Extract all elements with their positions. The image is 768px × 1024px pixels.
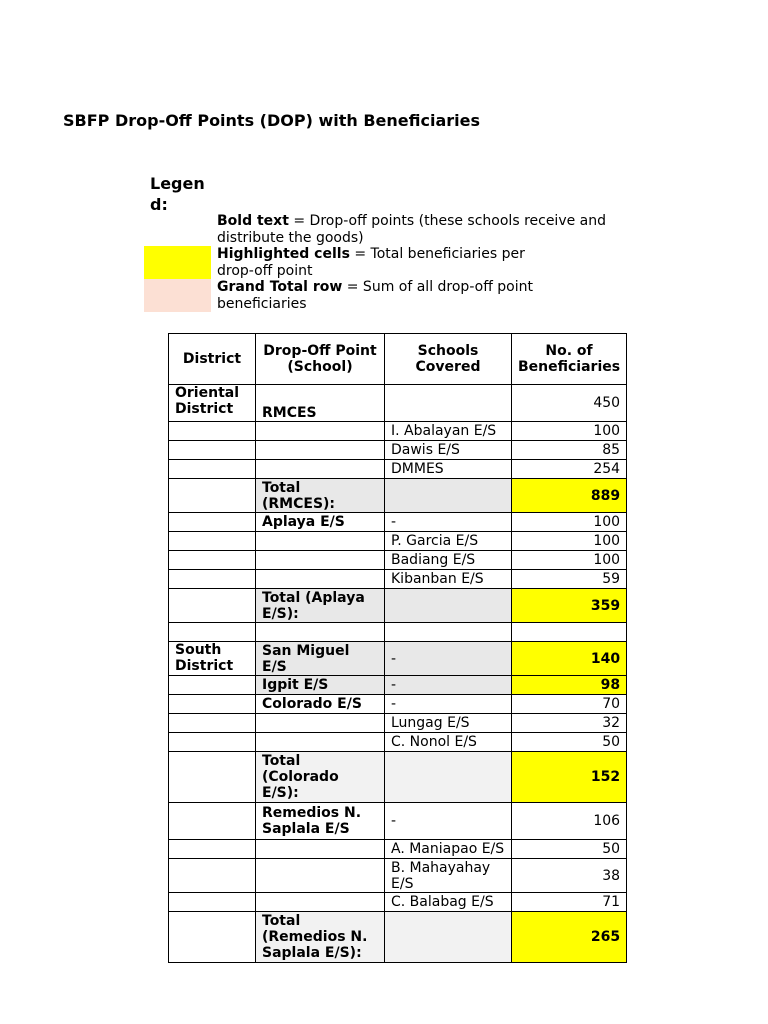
school-covered-cell: - bbox=[385, 803, 512, 840]
table-row bbox=[169, 695, 627, 714]
beneficiaries-cell: 359 bbox=[512, 589, 627, 623]
school-covered-cell: - bbox=[385, 676, 512, 695]
drop-off-point-cell: Remedios N. Saplala E/S bbox=[256, 803, 385, 840]
drop-off-point-cell bbox=[256, 441, 385, 460]
drop-off-point-cell: Total (Colorado E/S): bbox=[256, 752, 385, 803]
drop-off-point-cell bbox=[256, 714, 385, 733]
drop-off-point-cell bbox=[256, 893, 385, 912]
table-row bbox=[169, 733, 627, 752]
school-covered-cell: C. Balabag E/S bbox=[385, 893, 512, 912]
district-cell bbox=[169, 513, 256, 532]
legend-label: Grand Total row bbox=[217, 279, 343, 295]
district-cell bbox=[169, 479, 256, 513]
legend-desc: = Total beneficiaries per drop-off point bbox=[217, 246, 525, 279]
drop-off-point-cell: Total (Aplaya E/S): bbox=[256, 589, 385, 623]
drop-off-point-cell: Aplaya E/S bbox=[256, 513, 385, 532]
school-covered-cell: A. Maniapao E/S bbox=[385, 840, 512, 859]
school-covered-cell bbox=[385, 589, 512, 623]
district-cell bbox=[169, 676, 256, 695]
drop-off-point-cell bbox=[256, 840, 385, 859]
legend-item-bold bbox=[217, 213, 617, 247]
drop-off-point-cell bbox=[256, 859, 385, 893]
school-covered-cell bbox=[385, 752, 512, 803]
legend-heading: Legend: bbox=[150, 174, 205, 214]
beneficiaries-cell: 100 bbox=[512, 532, 627, 551]
school-covered-cell: Badiang E/S bbox=[385, 551, 512, 570]
beneficiaries-cell: 100 bbox=[512, 422, 627, 441]
district-cell bbox=[169, 695, 256, 714]
beneficiaries-cell: 889 bbox=[512, 479, 627, 513]
table-row bbox=[169, 422, 627, 441]
beneficiaries-cell: 254 bbox=[512, 460, 627, 479]
drop-off-point-cell bbox=[256, 570, 385, 589]
table-row bbox=[169, 532, 627, 551]
legend-desc: = Sum of all drop-off point beneficiaries bbox=[217, 279, 533, 312]
school-covered-cell: B. Mahayahay E/S bbox=[385, 859, 512, 893]
district-cell bbox=[169, 840, 256, 859]
beneficiaries-cell: 70 bbox=[512, 695, 627, 714]
beneficiaries-cell: 98 bbox=[512, 676, 627, 695]
beneficiaries-cell: 265 bbox=[512, 912, 627, 963]
district-cell bbox=[169, 551, 256, 570]
district-cell bbox=[169, 714, 256, 733]
school-covered-cell bbox=[385, 479, 512, 513]
drop-off-point-cell bbox=[256, 733, 385, 752]
beneficiaries-cell: 100 bbox=[512, 513, 627, 532]
school-covered-cell bbox=[385, 385, 512, 422]
table-row bbox=[169, 513, 627, 532]
school-covered-cell: P. Garcia E/S bbox=[385, 532, 512, 551]
beneficiaries-cell: 100 bbox=[512, 551, 627, 570]
drop-off-point-cell: RMCES bbox=[256, 385, 385, 422]
beneficiaries-cell: 106 bbox=[512, 803, 627, 840]
table-row bbox=[169, 642, 627, 676]
district-cell bbox=[169, 589, 256, 623]
school-covered-cell: C. Nonol E/S bbox=[385, 733, 512, 752]
district-cell bbox=[169, 441, 256, 460]
beneficiaries-cell: 50 bbox=[512, 733, 627, 752]
legend-label: Highlighted cells bbox=[217, 246, 350, 262]
district-cell bbox=[169, 859, 256, 893]
header-district: District bbox=[169, 334, 256, 385]
beneficiaries-cell: 152 bbox=[512, 752, 627, 803]
page-title: SBFP Drop-Off Points (DOP) with Beneficiaries bbox=[63, 111, 481, 130]
table-row bbox=[169, 623, 627, 642]
table-row bbox=[169, 803, 627, 840]
beneficiaries-cell: 38 bbox=[512, 859, 627, 893]
drop-off-point-cell: Igpit E/S bbox=[256, 676, 385, 695]
legend-item-highlight bbox=[217, 246, 537, 280]
district-cell bbox=[169, 752, 256, 803]
district-cell bbox=[169, 570, 256, 589]
table-row bbox=[169, 714, 627, 733]
district-cell: Oriental District bbox=[169, 385, 256, 422]
table-row bbox=[169, 676, 627, 695]
beneficiaries-cell: 85 bbox=[512, 441, 627, 460]
legend-desc: = Drop-off points (these schools receive and distribute the goods) bbox=[217, 213, 607, 246]
drop-off-point-cell bbox=[256, 532, 385, 551]
beneficiaries-cell: 140 bbox=[512, 642, 627, 676]
district-cell bbox=[169, 912, 256, 963]
beneficiaries-cell: 32 bbox=[512, 714, 627, 733]
district-cell bbox=[169, 623, 256, 642]
table-row bbox=[169, 479, 627, 513]
dop-table bbox=[168, 333, 627, 963]
table-row bbox=[169, 385, 627, 422]
legend-label: Bold text bbox=[217, 213, 289, 229]
table-row bbox=[169, 893, 627, 912]
table-row bbox=[169, 460, 627, 479]
drop-off-point-cell bbox=[256, 422, 385, 441]
table-row bbox=[169, 840, 627, 859]
drop-off-point-cell: Total (RMCES): bbox=[256, 479, 385, 513]
school-covered-cell: Dawis E/S bbox=[385, 441, 512, 460]
header-beneficiaries: No. of Beneficiaries bbox=[512, 334, 627, 385]
drop-off-point-cell bbox=[256, 460, 385, 479]
drop-off-point-cell: Total (Remedios N. Saplala E/S): bbox=[256, 912, 385, 963]
district-cell bbox=[169, 422, 256, 441]
school-covered-cell bbox=[385, 912, 512, 963]
table-row bbox=[169, 441, 627, 460]
drop-off-point-cell: Colorado E/S bbox=[256, 695, 385, 714]
drop-off-point-cell bbox=[256, 623, 385, 642]
legend-item-grand-total bbox=[217, 279, 547, 313]
legend-swatch-yellow bbox=[144, 246, 211, 279]
table-row bbox=[169, 752, 627, 803]
beneficiaries-cell: 50 bbox=[512, 840, 627, 859]
beneficiaries-cell: 450 bbox=[512, 385, 627, 422]
district-cell bbox=[169, 893, 256, 912]
school-covered-cell: - bbox=[385, 513, 512, 532]
table-row bbox=[169, 570, 627, 589]
beneficiaries-cell: 71 bbox=[512, 893, 627, 912]
school-covered-cell: - bbox=[385, 695, 512, 714]
table-row bbox=[169, 551, 627, 570]
school-covered-cell bbox=[385, 623, 512, 642]
school-covered-cell: I. Abalayan E/S bbox=[385, 422, 512, 441]
district-cell bbox=[169, 733, 256, 752]
district-cell bbox=[169, 803, 256, 840]
header-drop-off-point: Drop-Off Point (School) bbox=[256, 334, 385, 385]
header-schools-covered: Schools Covered bbox=[385, 334, 512, 385]
table-body bbox=[169, 385, 627, 963]
district-cell: South District bbox=[169, 642, 256, 676]
drop-off-point-cell bbox=[256, 551, 385, 570]
beneficiaries-cell bbox=[512, 623, 627, 642]
school-covered-cell: DMMES bbox=[385, 460, 512, 479]
table-row bbox=[169, 859, 627, 893]
table-row bbox=[169, 912, 627, 963]
district-cell bbox=[169, 532, 256, 551]
drop-off-point-cell: San Miguel E/S bbox=[256, 642, 385, 676]
school-covered-cell: Lungag E/S bbox=[385, 714, 512, 733]
district-cell bbox=[169, 460, 256, 479]
table-row bbox=[169, 589, 627, 623]
beneficiaries-cell: 59 bbox=[512, 570, 627, 589]
legend-swatch-peach bbox=[144, 279, 211, 312]
school-covered-cell: Kibanban E/S bbox=[385, 570, 512, 589]
table-header-row bbox=[169, 334, 627, 385]
school-covered-cell: - bbox=[385, 642, 512, 676]
